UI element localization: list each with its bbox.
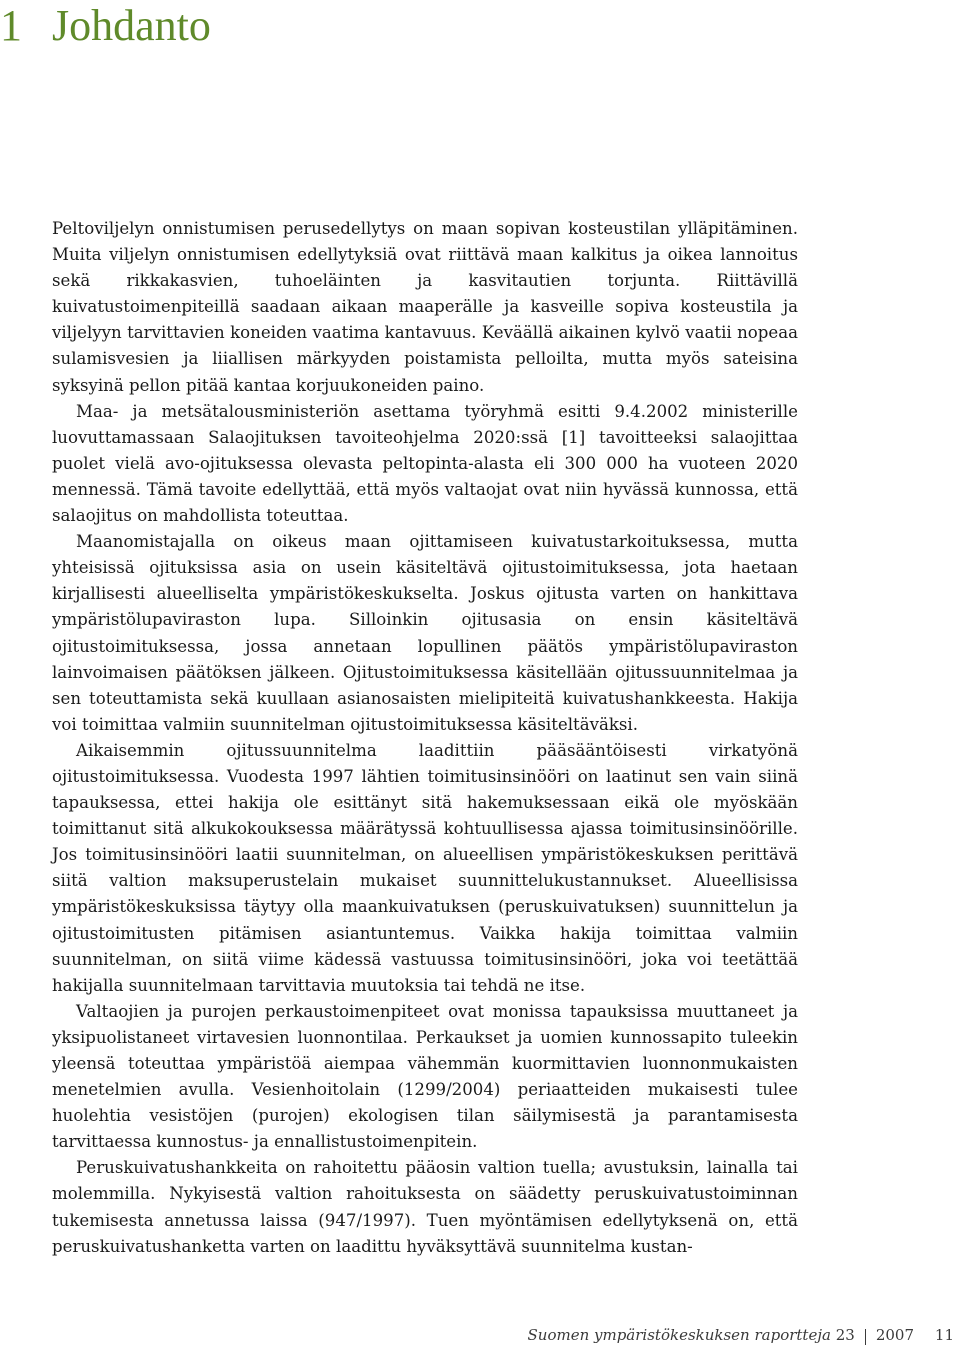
paragraph-4: Aikaisemmin ojitussuunnitelma laadittiin pääsääntöisesti virkatyönä ojitustoimituksessa. Vuodesta 1997 lähtien toimitusinsinööri on laatinut sen vain siinä tapauksessa, ettei hakija ole esittänyt sitä hakemuksessaan eikä ole myöskään toimittanut sitä alkukokouksessa määrätyssä kohtuullisessa ajassa toimitusinsinöörille. Jos toimitusinsinööri laatii suunnitelman, on alueellisen ympäristökeskuksen perittävä siitä valtion maksuperustelain mukaiset suunnittelukustannukset. Alueellisissa ympäristökeskuksissa täytyy olla maankuivatuksen (peruskuivatuksen) suunnittelun ja ojitustoimitusten pitämisen asiantuntemus. Vaikka hakija toimittaa valmiin suunnitelman, on siitä viime kädessä vastuussa toimitusinsinööri, joka voi teetättää hakijalla suunnitelmaan tarvittavia muutoksia tai tehdä ne itse.: [52, 740, 798, 995]
paragraph-5: Valtaojien ja purojen perkaustoimenpiteet ovat monissa tapauksissa muuttaneet ja yksipuolistaneet virtavesien luonnontilaa. Perkaukset ja uomien kunnossapito tuleekin yleensä toteuttaa ympäristöä aiempaa vähemmän kuormittavien luonnonmukaisten menetelmien avulla. Vesienhoitolain (1299/2004) periaatteiden mukaisesti tulee huolehtia vesistöjen (purojen) ekologisen tilan säilymisestä ja parantamisesta tarvittaessa kunnostus- ja ennallistustoimenpitein.: [52, 1001, 798, 1152]
paragraph-1: Peltoviljelyn onnistumisen perusedellytys on maan sopivan kosteustilan ylläpitäminen. Muita viljelyn onnistumisen edellytyksiä ovat riittävä maan kalkitus ja oikea lannoitus sekä rikkakasvien, tuhoeläinten ja kasvitautien torjunta. Riittävillä kuivatustoimenpiteillä saadaan aikaan maaperälle ja kasveille sopiva kosteustila ja viljelyyn tarvittavien koneiden vaatima kantavuus. Keväällä aikainen kylvö vaatii nopeaa sulamisvesien ja liiallisen märkyyden poistamista pelloilta, mutta myös sateisina syksyinä pellon pitää kantaa korjuukoneiden paino.: [52, 219, 798, 395]
footer-series-number: 23: [835, 1326, 855, 1344]
chapter-title: Johdanto: [52, 1, 211, 50]
paragraph-3: Maanomistajalla on oikeus maan ojittamiseen kuivatustarkoituksessa, mutta yhteisissä ojituksissa asia on usein käsiteltävä ojitustoimituksessa, jota haetaan kirjallisesti alueelliselta ympäristökeskukselta. Joskus ojitusta varten on hankittava ympäristölupaviraston lupa. Silloinkin ojitusasia on ensin käsiteltävä ojitustoimituksessa, jossa annetaan lopullinen päätös ympäristölupaviraston lainvoimaisen päätöksen jälkeen. Ojitustoimituksessa käsitellään ojitussuunnitelmaa ja sen toteuttamista sekä kuullaan asianosaisten mielipiteitä kuivatushankkeesta. Hakija voi toimittaa valmiin suunnitelman ojitustoimituksessa käsiteltäväksi.: [52, 532, 798, 734]
page-number: 11: [934, 1326, 954, 1344]
paragraph-2: Maa- ja metsätalousministeriön asettama työryhmä esitti 9.4.2002 ministerille luovuttamassaan Salaojituksen tavoiteohjelma 2020:ssä [1] tavoitteeksi salaojittaa puolet vielä avo-ojituksessa olevasta peltopinta-alasta eli 300 000 ha vuoteen 2020 mennessä. Tämä tavoite edellyttää, että myös valtaojat ovat niin hyvässä kunnossa, että salaojitus on mahdollista toteuttaa.: [52, 401, 798, 526]
paragraph-6: Peruskuivatushankkeita on rahoitettu pääosin valtion tuella; avustuksin, lainalla tai molemmilla. Nykyisestä valtion rahoituksesta on säädetty peruskuivatustoiminnan tukemisesta annetussa laissa (947/1997). Tuen myöntämisen edellytyksenä on, että peruskuivatushanketta varten on laadittu hyväksyttävä suunnitelma kustan-: [52, 1158, 798, 1256]
body-text: [52, 216, 798, 1260]
chapter-heading: [0, 0, 211, 60]
footer-divider: [865, 1329, 866, 1345]
chapter-number: 1: [0, 1, 22, 50]
footer-series-title: Suomen ympäristökeskuksen raportteja: [527, 1326, 831, 1344]
page-footer: [528, 1326, 960, 1348]
footer-year: 2007: [875, 1326, 914, 1344]
